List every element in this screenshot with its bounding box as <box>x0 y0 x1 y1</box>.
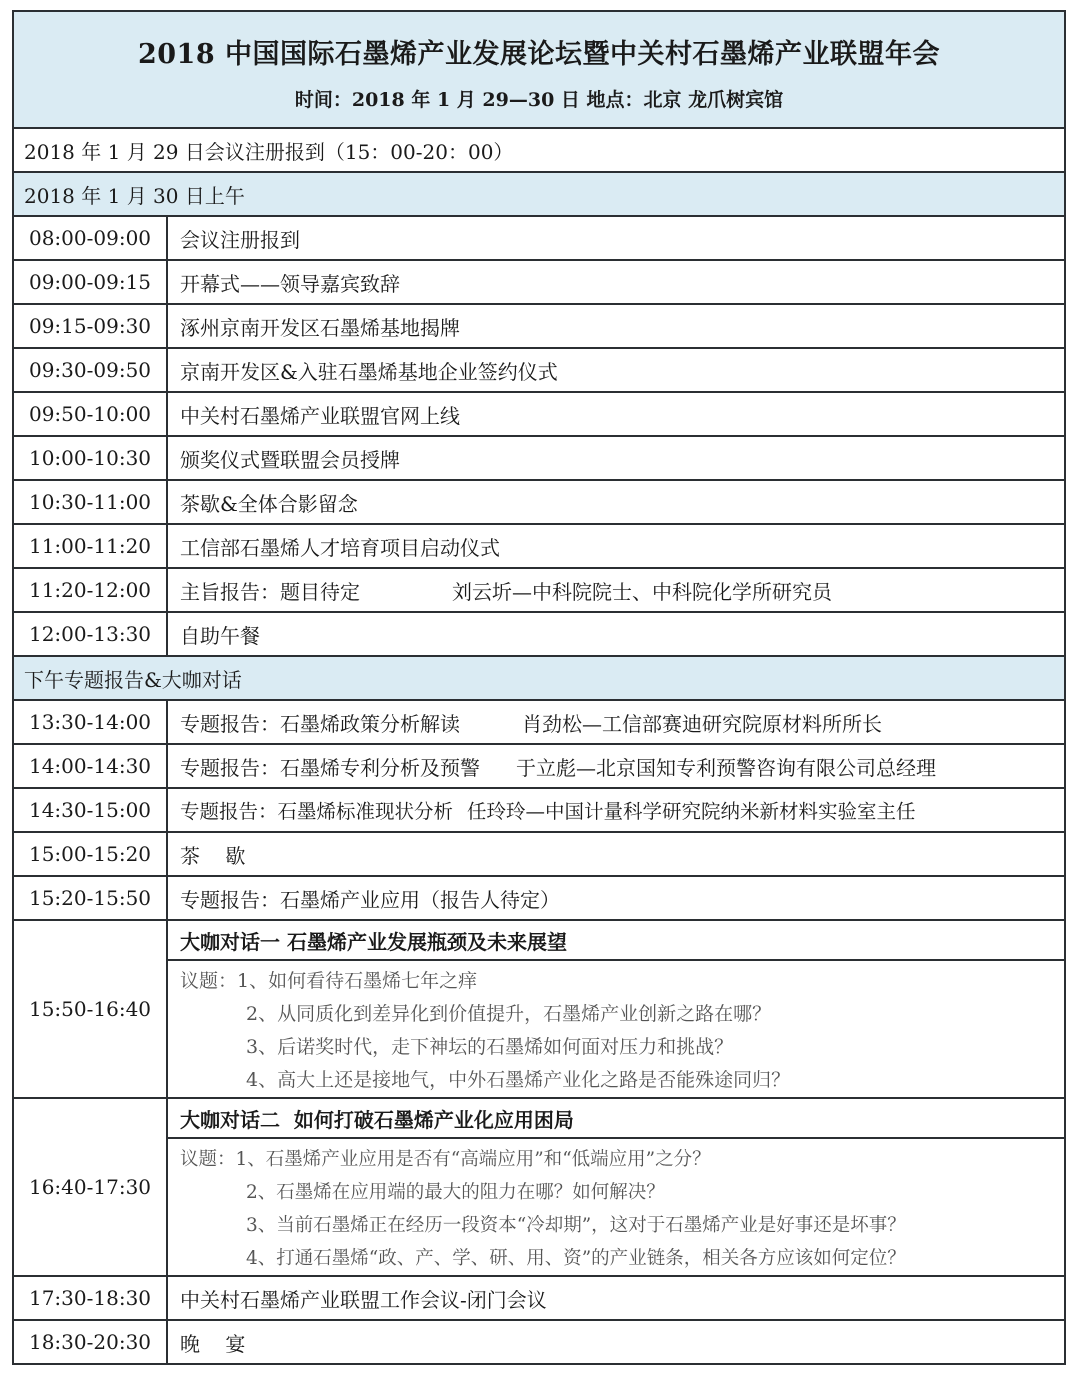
agenda-time: 17:30-18:30 <box>14 1277 168 1319</box>
agenda-item: 中关村石墨烯产业联盟官网上线 <box>180 403 460 428</box>
agenda-speaker: 任玲玲—中国计量科学研究院纳米新材料实验室主任 <box>467 800 916 823</box>
registration-day1-row <box>14 127 1064 171</box>
agenda-speaker: 刘云圻—中科院院士、中科院化学所研究员 <box>452 579 832 604</box>
agenda-item: 会议注册报到 <box>180 227 300 252</box>
afternoon-section-band <box>14 655 1064 699</box>
agenda-item: 开幕式——领导嘉宾致辞 <box>180 271 400 296</box>
agenda-time: 14:00-14:30 <box>14 745 168 787</box>
agenda-row <box>14 875 1064 919</box>
registration-day1-text: 2018 年 1 月 29 日会议注册报到（15：00-20：00） <box>24 139 514 164</box>
agenda-header <box>14 12 1064 127</box>
agenda-row <box>14 347 1064 391</box>
agenda-row <box>14 523 1064 567</box>
agenda-time: 13:30-14:00 <box>14 701 168 743</box>
agenda-time: 09:50-10:00 <box>14 393 168 435</box>
agenda-time: 09:30-09:50 <box>14 349 168 391</box>
agenda-row <box>14 611 1064 655</box>
agenda-table <box>12 10 1066 1365</box>
agenda-item: 茶 歇 <box>180 843 246 868</box>
agenda-time: 09:15-09:30 <box>14 305 168 347</box>
agenda-time: 14:30-15:00 <box>14 789 168 831</box>
morning-section-band <box>14 171 1064 215</box>
agenda-time: 08:00-09:00 <box>14 217 168 259</box>
agenda-item: 京南开发区&入驻石墨烯基地企业签约仪式 <box>180 359 558 384</box>
dialog-topic: 4、打通石墨烯“政、产、学、研、用、资”的产业链条，相关各方应该如何定位？ <box>246 1248 906 1269</box>
dialog-topic: 3、后诺奖时代，走下神坛的石墨烯如何面对压力和挑战？ <box>246 1036 734 1058</box>
agenda-time: 10:00-10:30 <box>14 437 168 479</box>
agenda-item-title: 专题报告：石墨烯标准现状分析 <box>180 800 454 823</box>
agenda-speaker: 于立彪—北京国知专利预警咨询有限公司总经理 <box>516 755 936 780</box>
agenda-item <box>168 789 1064 831</box>
agenda-row <box>14 567 1064 611</box>
agenda-row <box>14 1275 1064 1319</box>
dialog-content <box>168 921 1064 1097</box>
event-time-location: 时间：2018 年 1 月 29—30 日 地点：北京 龙爪树宾馆 <box>294 88 784 111</box>
agenda-item: 颁奖仪式暨联盟会员授牌 <box>180 447 400 472</box>
dialog-topic: 2、石墨烯在应用端的最大的阻力在哪？如何解决？ <box>246 1182 665 1203</box>
agenda-time: 18:30-20:30 <box>14 1321 168 1363</box>
agenda-item: 专题报告：石墨烯产业应用（报告人待定） <box>180 887 560 912</box>
agenda-row <box>14 303 1064 347</box>
agenda-time: 15:50-16:40 <box>14 921 168 1097</box>
agenda-time: 16:40-17:30 <box>14 1099 168 1275</box>
dialog-title: 大咖对话二 如何打破石墨烯产业化应用困局 <box>168 1099 1064 1139</box>
agenda-time: 15:20-15:50 <box>14 877 168 919</box>
agenda-item <box>168 745 1064 787</box>
agenda-item <box>168 701 1064 743</box>
dialog-topic: 2、从同质化到差异化到价值提升，石墨烯产业创新之路在哪？ <box>246 1003 772 1025</box>
agenda-row <box>14 391 1064 435</box>
agenda-row <box>14 435 1064 479</box>
afternoon-section-label: 下午专题报告&大咖对话 <box>24 667 242 692</box>
agenda-time: 12:00-13:30 <box>14 613 168 655</box>
agenda-item-title: 专题报告：石墨烯专利分析及预警 <box>180 755 480 780</box>
dialog-topic: 4、高大上还是接地气，中外石墨烯产业化之路是否能殊途同归？ <box>246 1069 791 1091</box>
dialog-topics <box>168 1139 1064 1275</box>
agenda-item-title: 主旨报告：题目待定 <box>180 579 360 604</box>
dialog-topics <box>168 961 1064 1097</box>
agenda-time: 10:30-11:00 <box>14 481 168 523</box>
agenda-item: 茶歇&全体合影留念 <box>180 491 358 516</box>
agenda-row <box>14 743 1064 787</box>
agenda-row <box>14 479 1064 523</box>
dialog-topic: 议题：1、如何看待石墨烯七年之痒 <box>180 970 478 992</box>
dialog-content <box>168 1099 1064 1275</box>
dialog-topic: 3、当前石墨烯正在经历一段资本“冷却期”，这对于石墨烯产业是好事还是坏事？ <box>246 1215 906 1236</box>
agenda-item: 工信部石墨烯人才培育项目启动仪式 <box>180 535 500 560</box>
dialog-title: 大咖对话一 石墨烯产业发展瓶颈及未来展望 <box>168 921 1064 961</box>
dialog-row <box>14 1097 1064 1275</box>
agenda-row <box>14 259 1064 303</box>
page-title: 2018 中国国际石墨烯产业发展论坛暨中关村石墨烯产业联盟年会 <box>137 38 941 70</box>
dialog-row <box>14 919 1064 1097</box>
agenda-item-title: 专题报告：石墨烯政策分析解读 <box>180 711 460 736</box>
agenda-row <box>14 787 1064 831</box>
agenda-item: 中关村石墨烯产业联盟工作会议-闭门会议 <box>180 1287 547 1312</box>
agenda-time: 09:00-09:15 <box>14 261 168 303</box>
agenda-row <box>14 215 1064 259</box>
agenda-time: 11:20-12:00 <box>14 569 168 611</box>
agenda-time: 15:00-15:20 <box>14 833 168 875</box>
agenda-row <box>14 699 1064 743</box>
agenda-row <box>14 1319 1064 1363</box>
agenda-item: 自助午餐 <box>180 623 260 648</box>
agenda-time: 11:00-11:20 <box>14 525 168 567</box>
agenda-speaker: 肖劲松—工信部赛迪研究院原材料所所长 <box>522 711 882 736</box>
dialog-topic: 议题：1、石墨烯产业应用是否有“高端应用”和“低端应用”之分？ <box>180 1149 711 1170</box>
agenda-item: 涿州京南开发区石墨烯基地揭牌 <box>180 315 460 340</box>
agenda-item: 晚 宴 <box>180 1331 246 1356</box>
agenda-item <box>168 569 1064 611</box>
agenda-row <box>14 831 1064 875</box>
morning-section-label: 2018 年 1 月 30 日上午 <box>24 183 245 208</box>
